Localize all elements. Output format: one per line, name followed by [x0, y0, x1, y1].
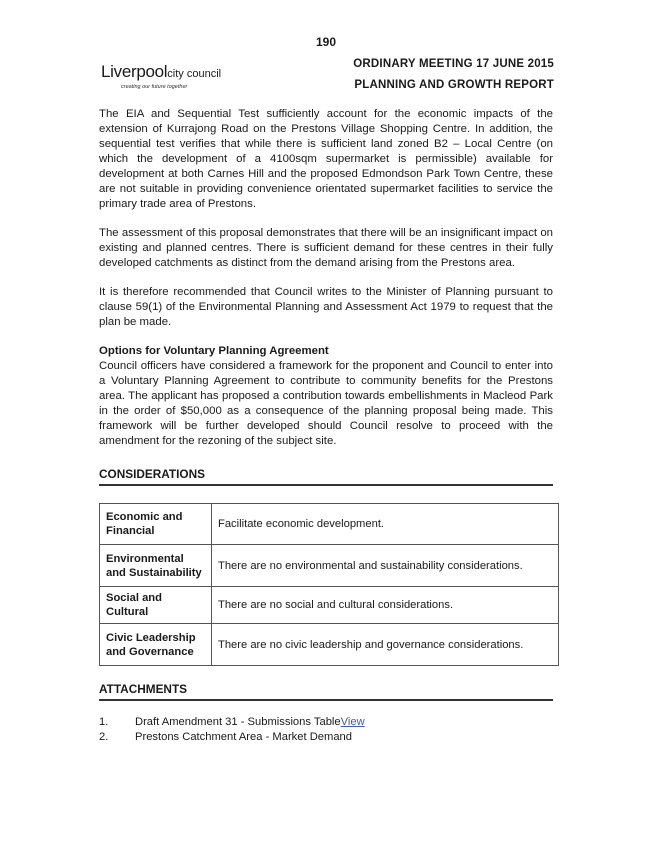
meeting-title: ORDINARY MEETING 17 JUNE 2015 — [353, 58, 554, 70]
paragraph-assessment: The assessment of this proposal demonstrates that there will be an insignificant impact on existing and planned centres. There is sufficient demand for these centres in their fully developed catchments as distinct from the demand arising from the Prestons area. — [99, 227, 553, 269]
report-title: PLANNING AND GROWTH REPORT — [354, 79, 554, 91]
list-item — [99, 730, 553, 745]
consideration-value: There are no environmental and sustainability considerations. — [212, 545, 559, 587]
list-item — [99, 715, 553, 730]
attachment-text: Draft Amendment 31 - Submissions Table — [135, 716, 341, 728]
table-row — [100, 587, 559, 624]
consideration-label: Economic and Financial — [100, 504, 212, 545]
considerations-table — [99, 503, 559, 666]
meeting-header — [353, 54, 554, 96]
table-row — [100, 545, 559, 587]
logo-city-text: city council — [167, 68, 222, 80]
vpa-text: Council officers have considered a framework for the proponent and Council to enter into a Voluntary Planning Agreement to contribute to community benefits for the Prestons area. The applicant has proposed a contribution towards embellishments in Macleod Park in the order of $50,000 as a consequence of the planning proposal being made. This framework will be further developed should Council resolve to proceed with the amendment for the rezoning of the subject site. — [99, 360, 553, 447]
paragraph-vpa — [99, 344, 553, 449]
vpa-heading: Options for Voluntary Planning Agreement — [99, 345, 329, 357]
attachment-number: 2. — [99, 731, 109, 743]
attachments-list — [99, 715, 553, 745]
consideration-label: Civic Leadership and Governance — [100, 624, 212, 666]
table-row — [100, 504, 559, 545]
attachments-heading: ATTACHMENTS — [99, 682, 553, 701]
view-attachment-link[interactable]: View — [340, 716, 365, 728]
report-body — [99, 107, 553, 745]
paragraph-eia: The EIA and Sequential Test sufficiently account for the economic impacts of the extension of Kurrajong Road on the Prestons Village Shopping Centre. In addition, the sequential test verifies that while there is sufficient land zoned B2 – Local Centre (on which the development of a 4100sqm supermarket is permissible) available for development at both Carnes Hill and the proposed Edmondson Park Town Centre, these are not suitable in providing convenience orientated supermarket facilities to service the primary trade area of Prestons. — [99, 108, 553, 210]
attachment-text: Prestons Catchment Area - Market Demand — [135, 731, 353, 743]
logo-main-text: Liverpool — [101, 62, 168, 81]
council-logo — [101, 63, 221, 90]
consideration-value: Facilitate economic development. — [212, 504, 559, 545]
consideration-value: There are no civic leadership and governance considerations. — [212, 624, 559, 666]
consideration-label: Social and Cultural — [100, 587, 212, 624]
paragraph-recommendation: It is therefore recommended that Council writes to the Minister of Planning pursuant to clause 59(1) of the Environmental Planning and Assessment Act 1979 to request that the plan be made. — [99, 286, 553, 328]
table-row — [100, 624, 559, 666]
page-number: 190 — [315, 35, 337, 49]
logo-wordmark — [101, 63, 221, 83]
consideration-label: Environmental and Sustainability — [100, 545, 212, 587]
considerations-heading: CONSIDERATIONS — [99, 467, 553, 486]
attachment-title — [135, 715, 365, 730]
logo-tagline: creating our future together — [121, 84, 188, 90]
attachment-number: 1. — [99, 716, 109, 728]
consideration-value: There are no social and cultural considerations. — [212, 587, 559, 624]
